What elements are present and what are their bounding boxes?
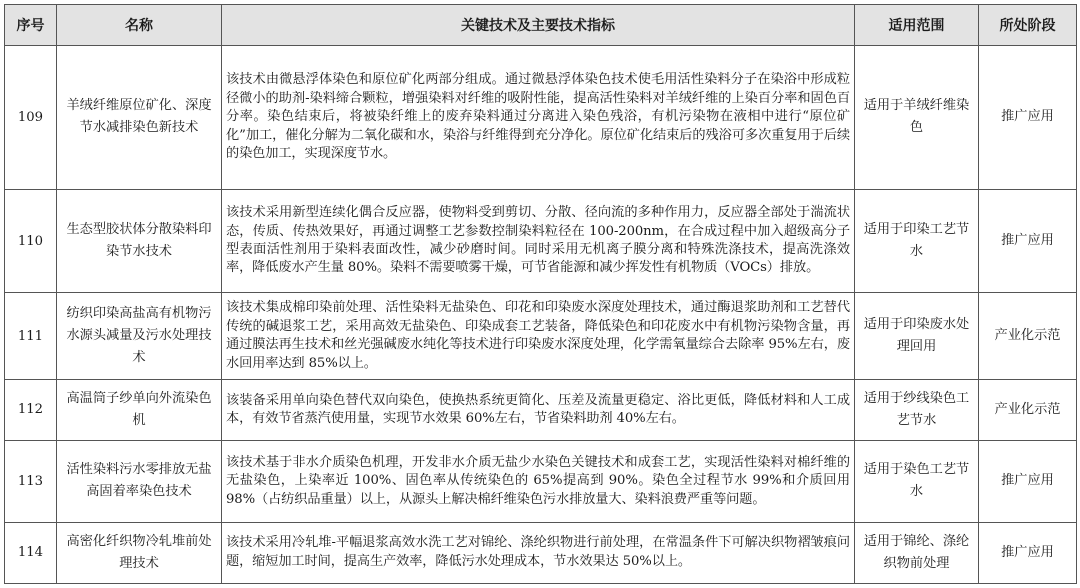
application-scope: 适用于纱线染色工艺节水 <box>855 379 979 440</box>
row-number: 110 <box>5 189 57 293</box>
row-number: 114 <box>5 522 57 583</box>
table-header-row <box>5 5 1077 46</box>
technology-description: 该技术集成棉印染前处理、活性染料无盐染色、印花和印染废水深度处理技术，通过酶退浆助剂和工艺替代传统的碱退浆工艺，采用高效无盐染色、印染成套工艺装备，降低染色和印花废水中有机物污染物含量，再通过膜法再生技术和丝光强碱废水纯化等技术进行印染废水深度处理，化学需氧量综合去除率 95%左右，废水回用率达到 85%以上。 <box>222 293 855 379</box>
header-desc: 关键技术及主要技术指标 <box>222 5 855 46</box>
technology-name: 羊绒纤维原位矿化、深度节水减排染色新技术 <box>57 46 222 190</box>
header-stage: 所处阶段 <box>979 5 1077 46</box>
application-scope: 适用于羊绒纤维染色 <box>855 46 979 190</box>
technology-description: 该技术采用冷轧堆-平幅退浆高效水洗工艺对锦纶、涤纶织物进行前处理，在常温条件下可解决织物褶皱痕问题，缩短加工时间，提高生产效率，降低污水处理成本，节水效果达 50%以上。 <box>222 522 855 583</box>
development-stage: 推广应用 <box>979 46 1077 190</box>
development-stage: 推广应用 <box>979 522 1077 583</box>
application-scope: 适用于染色工艺节水 <box>855 441 979 522</box>
technology-description: 该装备采用单向染色替代双向染色，使换热系统更简化、压差及流量更稳定、浴比更低，降低材料和人工成本，有效节省蒸汽使用量，实现节水效果 60%左右，节省染料助剂 40%左右。 <box>222 379 855 440</box>
technology-description: 该技术采用新型连续化偶合反应器，使物料受到剪切、分散、径向流的多种作用力，反应器全部处于湍流状态，传质、传热效果好，再通过调整工艺参数控制染料粒径在 100-200nm，在合成过程中加入超级高分子型表面活性剂用于染料表面改性，减少砂磨时间。同时采用无机离子膜分离和特殊洗涤技术，提高洗涤效率，降低废水产生量 80%。染料不需要喷雾干燥，可节省能源和减少挥发性有机物质（VOCs）排放。 <box>222 189 855 293</box>
technology-name: 高温筒子纱单向外流染色机 <box>57 379 222 440</box>
application-scope: 适用于印染工艺节水 <box>855 189 979 293</box>
table-row <box>5 522 1077 583</box>
header-name: 名称 <box>57 5 222 46</box>
row-number: 112 <box>5 379 57 440</box>
technology-name: 活性染料污水零排放无盐高固着率染色技术 <box>57 441 222 522</box>
row-number: 111 <box>5 293 57 379</box>
table-row <box>5 189 1077 293</box>
technology-description: 该技术由微悬浮体染色和原位矿化两部分组成。通过微悬浮体染色技术使毛用活性染料分子在染浴中形成粒径微小的助剂-染料缔合颗粒，增强染料对纤维的吸附性能，提高活性染料对羊绒纤维的上染百分率和固色百分率。染色结束后，将被染纤维上的废弃染料通过分离进入染色残浴，有机污染物在液相中进行“原位矿化”加工，催化分解为二氧化碳和水，染浴与纤维得到充分净化。原位矿化结束后的残浴可多次重复用于后续的染色加工，实现深度节水。 <box>222 46 855 190</box>
development-stage: 推广应用 <box>979 189 1077 293</box>
application-scope: 适用于印染废水处理回用 <box>855 293 979 379</box>
header-scope: 适用范围 <box>855 5 979 46</box>
row-number: 113 <box>5 441 57 522</box>
table-row <box>5 293 1077 379</box>
development-stage: 推广应用 <box>979 441 1077 522</box>
technology-name: 纺织印染高盐高有机物污水源头减量及污水处理技术 <box>57 293 222 379</box>
technology-name: 高密化纤织物冷轧堆前处理技术 <box>57 522 222 583</box>
table-row <box>5 46 1077 190</box>
development-stage: 产业化示范 <box>979 293 1077 379</box>
application-scope: 适用于锦纶、涤纶织物前处理 <box>855 522 979 583</box>
table-row <box>5 379 1077 440</box>
row-number: 109 <box>5 46 57 190</box>
technology-description: 该技术基于非水介质染色机理，开发非水介质无盐少水染色关键技术和成套工艺，实现活性染料对棉纤维的无盐染色，上染率近 100%、固色率从传统染色的 65%提高到 90%。染色全过程节水 99%和介质回用 98%（占纺织品重量）以上，从源头上解决棉纤维染色污水排放量大、染料浪费严重等问题。 <box>222 441 855 522</box>
development-stage: 产业化示范 <box>979 379 1077 440</box>
header-no: 序号 <box>5 5 57 46</box>
technology-table <box>4 4 1077 584</box>
table-row <box>5 441 1077 522</box>
technology-name: 生态型胶状体分散染料印染节水技术 <box>57 189 222 293</box>
